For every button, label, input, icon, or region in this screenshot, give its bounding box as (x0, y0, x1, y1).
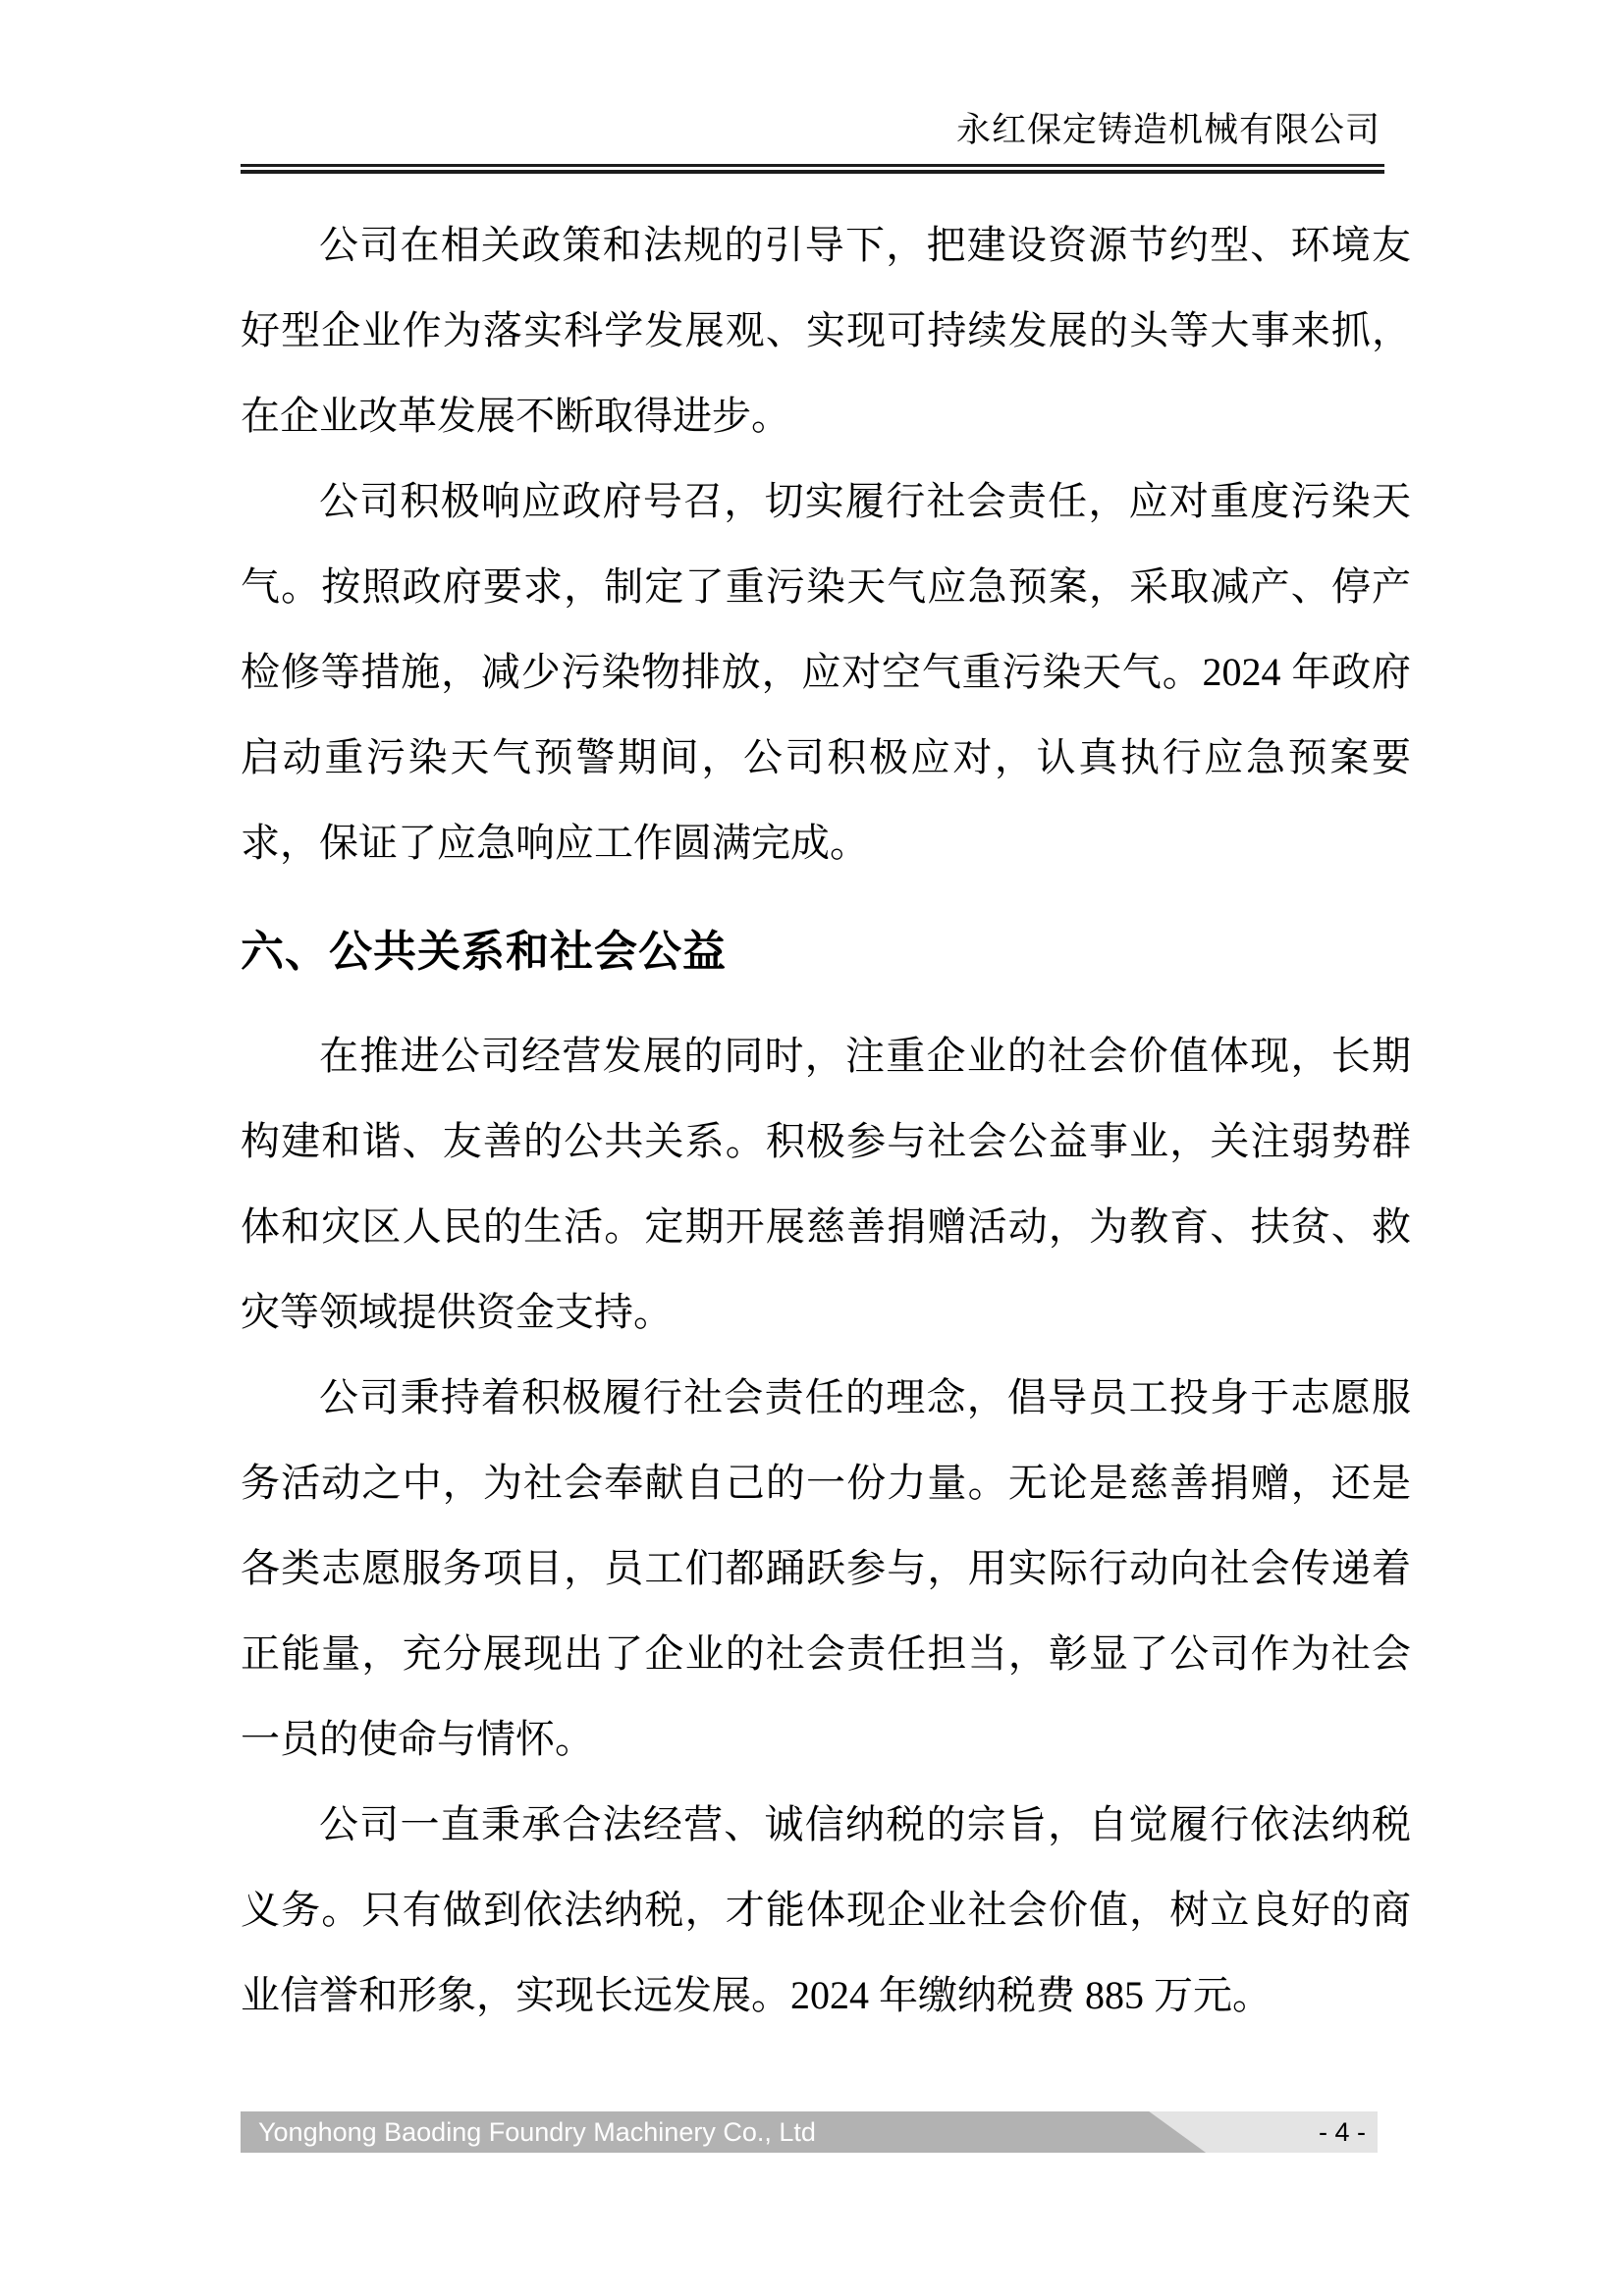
header-company-name: 永红保定铸造机械有限公司 (955, 111, 1380, 149)
paragraph-policy-guidance: 公司在相关政策和法规的引导下，把建设资源节约型、环境友好型企业作为落实科学发展观、实现可持续发展的头等大事来抓，在企业改革发展不断取得进步。 (241, 223, 1411, 438)
section-heading-public-relations: 六、公共关系和社会公益 (241, 928, 727, 976)
header-rule-thick-line (241, 170, 1384, 174)
footer-company-name: Yonghong Baoding Foundry Machinery Co., Ltd (258, 2117, 816, 2147)
footer-bar (241, 2111, 1378, 2153)
paragraph-tax-payment: 公司一直秉承合法经营、诚信纳税的宗旨，自觉履行依法纳税义务。只有做到依法纳税，才能体现企业社会价值，树立良好的商业信誉和形象，实现长远发展。2024 年缴纳税费 885 万元。 (241, 1802, 1411, 2017)
document-body (241, 202, 1411, 2038)
page-header (241, 106, 1384, 174)
header-rule (241, 164, 1384, 174)
page-number: - 4 - (1318, 2117, 1366, 2147)
paragraph-public-welfare: 在推进公司经营发展的同时，注重企业的社会价值体现，长期构建和谐、友善的公共关系。积极参与社会公益事业，关注弱势群体和灾区人民的生活。定期开展慈善捐赠活动，为教育、扶贫、救灾等领域提供资金支持。 (241, 1034, 1411, 1334)
paragraph-pollution-response: 公司积极响应政府号召，切实履行社会责任，应对重度污染天气。按照政府要求，制定了重污染天气应急预案，采取减产、停产检修等措施，减少污染物排放，应对空气重污染天气。2024 年政府启动重污染天气预警期间，公司积极应对，认真执行应急预案要求，保证了应急响应工作圆满完成。 (241, 479, 1411, 865)
paragraph-volunteer-service: 公司秉持着积极履行社会责任的理念，倡导员工投身于志愿服务活动之中，为社会奉献自己的一份力量。无论是慈善捐赠，还是各类志愿服务项目，员工们都踊跃参与，用实际行动向社会传递着正能量，充分展现出了企业的社会责任担当，彰显了公司作为社会一员的使命与情怀。 (241, 1375, 1411, 1761)
